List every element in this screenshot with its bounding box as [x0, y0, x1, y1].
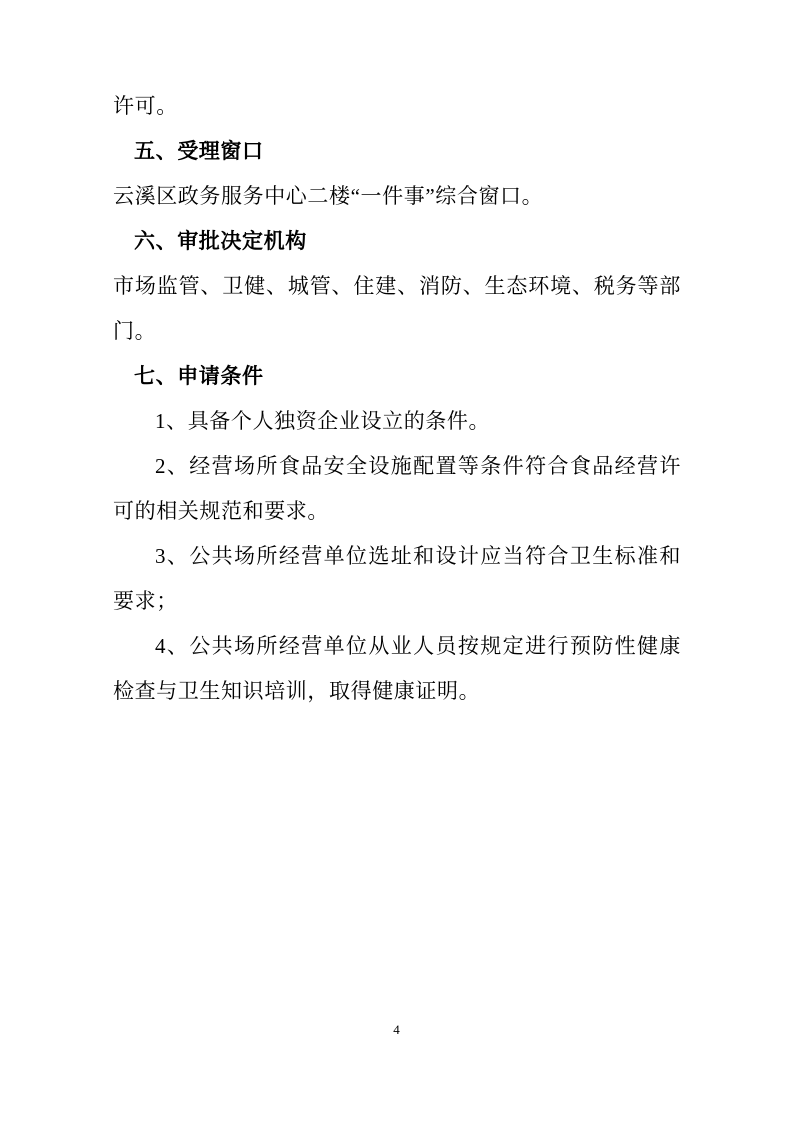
document-body	[113, 84, 681, 714]
paragraph-acceptance-window: 云溪区政务服务中心二楼“一件事”综合窗口。	[113, 184, 544, 208]
paragraph-continuation: 许可。	[113, 94, 178, 118]
condition-item-1: 1、具备个人独资企业设立的条件。	[155, 409, 491, 433]
page-number: 4	[393, 1022, 400, 1037]
section-heading-seven: 七、申请条件	[134, 365, 264, 388]
condition-item-4: 4、公共场所经营单位从业人员按规定进行预防性健康检查与卫生知识培训，取得健康证明。	[113, 634, 681, 703]
section-heading-five: 五、受理窗口	[134, 140, 264, 163]
section-heading-six: 六、审批决定机构	[134, 230, 307, 253]
paragraph-approval-agencies: 市场监管、卫健、城管、住建、消防、生态环境、税务等部门。	[113, 274, 681, 343]
condition-item-2: 2、经营场所食品安全设施配置等条件符合食品经营许可的相关规范和要求。	[113, 454, 681, 523]
condition-item-3: 3、公共场所经营单位选址和设计应当符合卫生标准和要求；	[113, 544, 681, 613]
